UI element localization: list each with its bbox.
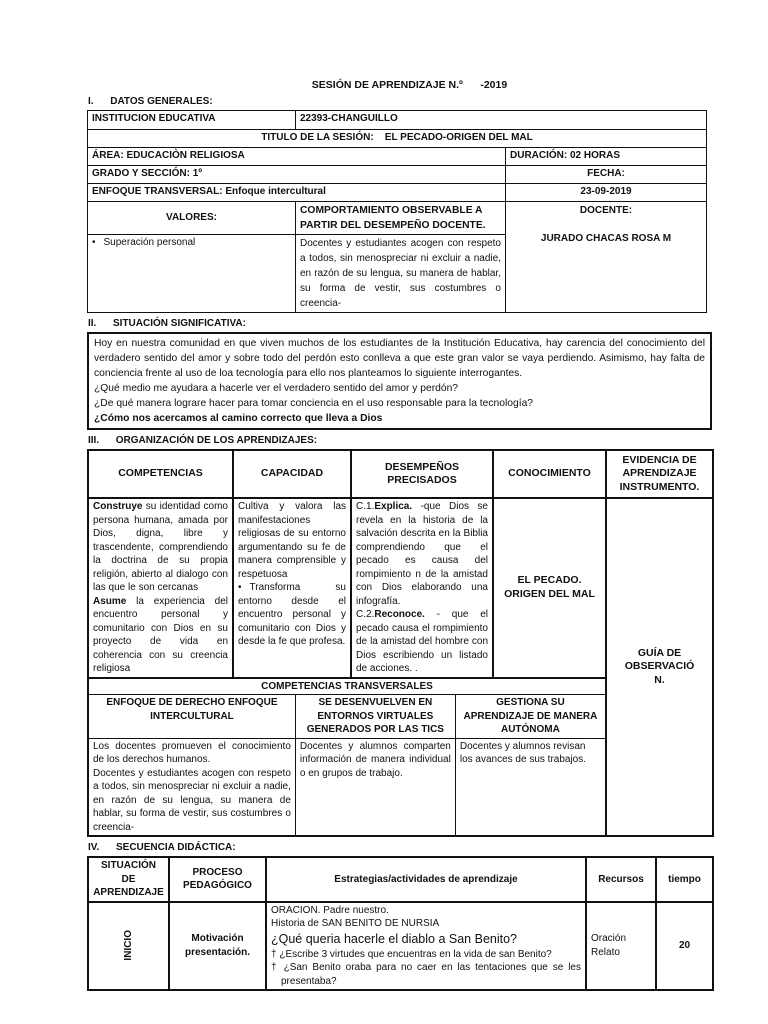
des1-prefix: C.1. bbox=[356, 501, 375, 512]
header-desempenos: DESEMPEÑOS PRECISADOS bbox=[351, 450, 493, 498]
proceso: Motivación presentación. bbox=[169, 902, 266, 991]
fecha-label: FECHA: bbox=[506, 166, 707, 184]
des2-text: - que el pecado causa el rompimiento de la amistad del hombre con Dios escribiendo un listado de acciones. . bbox=[356, 609, 488, 674]
situacion-inicio: INICIO bbox=[122, 930, 134, 962]
comportamiento-text: Docentes y estudiantes acogen con respeto a todos, sin menospreciar ni excluir a nadie, en razón de su lengua, su manera de hablar, su forma de vestir, sus costumbres o creencia- bbox=[296, 235, 506, 313]
cap1-text: Cultiva y valora las manifestaciones religiosas de su entorno argumentando su fe de manera comprensible y respetuosa bbox=[238, 501, 346, 580]
competencias-cell bbox=[88, 498, 233, 678]
trans-cell-2: Docentes y alumnos comparten información de manera individual o en grupos de trabajo. bbox=[295, 738, 455, 835]
grado: GRADO Y SECCIÓN: 1º bbox=[88, 166, 506, 184]
enfoque: ENFOQUE TRANSVERSAL: Enfoque intercultural bbox=[88, 184, 506, 202]
trans-header-1: ENFOQUE DE DERECHO ENFOQUE INTERCULTURAL bbox=[89, 695, 295, 739]
inst-value: 22393-CHANGUILLO bbox=[296, 111, 707, 130]
area: ÁREA: EDUCACIÒN RELIGIOSA bbox=[88, 148, 506, 166]
trans-header-2: SE DESENVUELVEN EN ENTORNOS VIRTUALES GENERADOS POR LAS TICS bbox=[295, 695, 455, 739]
fecha-value: 23-09-2019 bbox=[506, 184, 707, 202]
act-1: ORACION. Padre nuestro. bbox=[271, 904, 389, 916]
act-3: ¿Qué queria hacerle el diablo a San Benito? bbox=[271, 931, 517, 946]
situacion-inicio-cell bbox=[88, 902, 169, 991]
comp2-text: la experiencia del encuentro personal y comunitario con Dios en su proyecto de vida en coherencia con su creencia religiosa bbox=[93, 595, 228, 674]
section-heading-datos: I. DATOS GENERALES: bbox=[88, 96, 213, 107]
transversales-title: COMPETENCIAS TRANSVERSALES bbox=[89, 679, 605, 695]
valores-label: VALORES: bbox=[88, 202, 296, 235]
situacion-box bbox=[87, 332, 712, 430]
session-title: TITULO DE LA SESIÓN: EL PECADO-ORIGEN DEL MAL bbox=[88, 130, 707, 148]
actividades-cell bbox=[266, 902, 586, 991]
question-1: ¿Qué medio me ayudara a hacerle ver el verdadero sentido del amor y perdón? bbox=[94, 383, 459, 394]
act-4-text: ¿Escribe 3 virtudes que encuentras en la vida de san Benito? bbox=[279, 948, 552, 960]
act-4: † ¿Escribe 3 virtudes que encuentras en la vida de san Benito? bbox=[271, 948, 552, 960]
question-3: ¿Cómo nos acercamos al camino correcto que lleva a Dios bbox=[94, 413, 383, 424]
des2-prefix: C.2. bbox=[356, 609, 375, 620]
act-5-text: ¿San Benito oraba para no caer en las tentaciones que se les presentaba? bbox=[281, 962, 581, 987]
comp1-text: su identidad como persona humana, amada por Dios, digna, libre y trascendente, comprendiendo la doctrina de su propia religión, abierto al dialogo con las que le son cercanas bbox=[93, 501, 228, 593]
act-2: Historia de SAN BENITO DE NURSIA bbox=[271, 918, 440, 929]
comp1-bold: Construye bbox=[93, 501, 143, 512]
recurso-oracion: Oración bbox=[591, 933, 627, 945]
header-proceso: PROCESO PEDAGÓGICO bbox=[169, 857, 266, 902]
des1-bold: Explica. bbox=[374, 501, 413, 512]
recurso-relato: Relato bbox=[591, 946, 620, 958]
trans-cell-3: Docentes y alumnos revisan los avances de sus trabajos. bbox=[455, 738, 605, 835]
duracion: DURACIÓN: 02 HORAS bbox=[506, 148, 707, 166]
cap2-text: • Transforma su entorno desde el encuentro personal y comunitario con Dios y desde la fe que profesa. bbox=[238, 581, 346, 649]
tiempo: 20 bbox=[656, 902, 713, 991]
valor-item bbox=[88, 235, 296, 313]
capacidad-cell bbox=[233, 498, 351, 678]
inst-label: INSTITUCION EDUCATIVA bbox=[88, 111, 296, 130]
datos-generales-table bbox=[87, 110, 707, 313]
secuencia-table bbox=[87, 856, 714, 991]
des1-text: -que Dios se revela en la historia de la salvación descrita en la Biblia comprendiendo que el pecado es causa del rompimiento n de la amistad con Dios elaborando una infografía. bbox=[356, 501, 488, 607]
trans-c1a: Los docentes promueven el conocimiento de los derechos humanos. bbox=[93, 740, 291, 765]
section-heading-organizacion: III. ORGANIZACIÓN DE LOS APRENDIZAJES: bbox=[88, 435, 318, 446]
header-recursos: Recursos bbox=[586, 857, 656, 902]
act-5: † ¿San Benito oraba para no caer en las tentaciones que se les presentaba? bbox=[271, 962, 581, 987]
header-estrategias: Estrategias/actividades de aprendizaje bbox=[266, 857, 586, 902]
des2-bold: Reconoce. bbox=[374, 609, 425, 620]
comportamiento-label: COMPORTAMIENTO OBSERVABLE A PARTIR DEL DESEMPEÑO DOCENTE. bbox=[296, 202, 506, 235]
trans-c1b: Docentes y estudiantes acogen con respeto a todos, sin menospreciar ni excluir a nadie, en razón de su lengua, su manera de hablar, su forma de vestir, sus costumbres o creencia- bbox=[93, 767, 291, 833]
trans-header-3: GESTIONA SU APRENDIZAJE DE MANERA AUTÓNOMA bbox=[455, 695, 605, 739]
transversales-cell bbox=[88, 678, 606, 837]
section-heading-situacion: II. SITUACIÓN SIGNIFICATIVA: bbox=[88, 318, 246, 329]
section-heading-secuencia: IV. SECUENCIA DIDÁCTICA: bbox=[88, 842, 236, 853]
question-2: ¿De qué manera lograre hacer para tomar conciencia en el uso responsable para la tecnología? bbox=[94, 398, 534, 409]
trans-cell-1 bbox=[89, 738, 295, 835]
header-tiempo: tiempo bbox=[656, 857, 713, 902]
header-evidencia: EVIDENCIA DE APRENDIZAJE INSTRUMENTO. bbox=[606, 450, 713, 498]
comp2-bold: Asume bbox=[93, 595, 127, 607]
docente-cell bbox=[506, 202, 707, 313]
organizacion-table bbox=[87, 449, 714, 837]
header-competencias: COMPETENCIAS bbox=[88, 450, 233, 498]
valor-item-text: • Superación personal bbox=[92, 237, 195, 248]
situacion-paragraph: Hoy en nuestra comunidad en que viven muchos de los estudiantes de la Institución Educativa, hay carencia del conocimiento del verdadero sentido del amor y sobre todo del perdón esto conlleva a que este gran valor se vaya perdiendo. Asimismo, hay falta de conciencia frente al uso de loa tecnología para ello nos planteamos lo siguiente interrogantes. bbox=[94, 338, 705, 379]
transversales-table bbox=[89, 679, 605, 836]
conocimiento: EL PECADO. ORIGEN DEL MAL bbox=[493, 498, 606, 678]
header-capacidad: CAPACIDAD bbox=[233, 450, 351, 498]
header-situacion: SITUACIÓN DE APRENDIZAJE bbox=[88, 857, 169, 902]
header-conocimiento: CONOCIMIENTO bbox=[493, 450, 606, 498]
desempenos-cell bbox=[351, 498, 493, 678]
docente-value: JURADO CHACAS ROSA M bbox=[540, 232, 672, 244]
evidencia: GUÍA DE OBSERVACIÓN. bbox=[606, 498, 713, 836]
docente-label: DOCENTE: bbox=[579, 205, 633, 216]
recursos-cell bbox=[586, 902, 656, 991]
page-title: SESIÓN DE APRENDIZAJE N.º -2019 bbox=[311, 79, 508, 91]
